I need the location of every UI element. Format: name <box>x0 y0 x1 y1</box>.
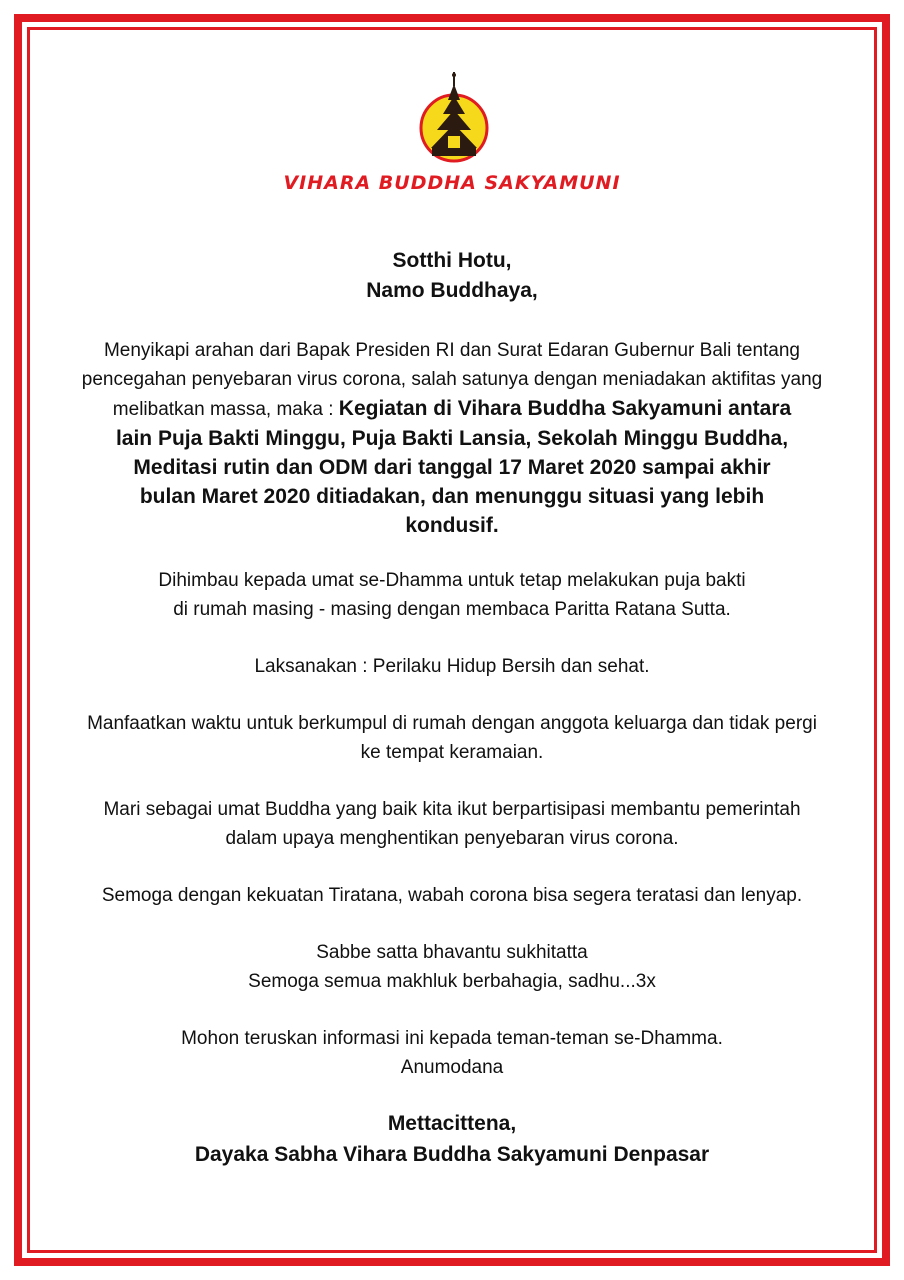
bold-text-line: Meditasi rutin dan ODM dari tanggal 17 Maret 2020 sampai akhir <box>133 456 771 479</box>
paragraph-phbs <box>50 652 854 681</box>
paragraph-blessing <box>50 938 854 996</box>
text-line: Anumodana <box>400 1057 504 1078</box>
text-line: Manfaatkan waktu untuk berkumpul di rumah dengan anggota keluarga dan tidak pergi <box>87 713 817 734</box>
text-line: Menyikapi arahan dari Bapak Presiden RI dan Surat Edaran Gubernur Bali tentang <box>103 340 801 361</box>
text-line: Mohon teruskan informasi ini kepada teman-teman se-Dhamma. <box>181 1028 723 1049</box>
signature <box>50 1108 854 1170</box>
text-line: Dihimbau kepada umat se-Dhamma untuk tetap melakukan puja bakti <box>158 570 746 591</box>
signature-line: Mettacittena, <box>387 1112 517 1135</box>
bold-text-line: kondusif. <box>405 514 499 537</box>
paragraph-prayer <box>50 881 854 910</box>
paragraph-announcement <box>50 336 854 540</box>
text-line: pencegahan penyebaran virus corona, salah satunya dengan meniadakan aktifitas yang <box>81 369 823 390</box>
text-line: Semoga dengan kekuatan Tiratana, wabah corona bisa segera teratasi dan lenyap. <box>101 885 803 906</box>
text-line: di rumah masing - masing dengan membaca Paritta Ratana Sutta. <box>173 599 731 620</box>
vihara-stupa-logo <box>418 70 490 170</box>
text-line: Sabbe satta bhavantu sukhitatta <box>316 942 588 963</box>
paragraph-participation <box>50 795 854 853</box>
text-segment: melibatkan massa, maka : <box>112 399 339 420</box>
greeting <box>50 246 854 306</box>
paragraph-family <box>50 709 854 767</box>
bold-text-line: lain Puja Bakti Minggu, Puja Bakti Lansia, Sekolah Minggu Buddha, <box>115 427 789 450</box>
bold-text-segment: Kegiatan di Vihara Buddha Sakyamuni antara <box>338 397 792 420</box>
bold-text-line: bulan Maret 2020 ditiadakan, dan menunggu situasi yang lebih <box>139 485 765 508</box>
signature-line: Dayaka Sabha Vihara Buddha Sakyamuni Denpasar <box>194 1143 710 1166</box>
greeting-line: Namo Buddhaya, <box>366 279 538 302</box>
text-line: Semoga semua makhluk berbahagia, sadhu...3x <box>248 971 656 992</box>
text-line: dalam upaya menghentikan penyebaran virus corona. <box>225 828 679 849</box>
text-line <box>50 394 854 424</box>
brand-name: VIHARA BUDDHA SAKYAMUNI <box>283 172 621 194</box>
announcement-body <box>50 246 854 1170</box>
text-line: ke tempat keramaian. <box>360 742 544 763</box>
greeting-line: Sotthi Hotu, <box>392 249 512 272</box>
text-line: Mari sebagai umat Buddha yang baik kita ikut berpartisipasi membantu pemerintah <box>103 799 801 820</box>
paragraph-forward <box>50 1024 854 1082</box>
paragraph-appeal <box>50 566 854 624</box>
text-line: Laksanakan : Perilaku Hidup Bersih dan sehat. <box>254 656 650 677</box>
